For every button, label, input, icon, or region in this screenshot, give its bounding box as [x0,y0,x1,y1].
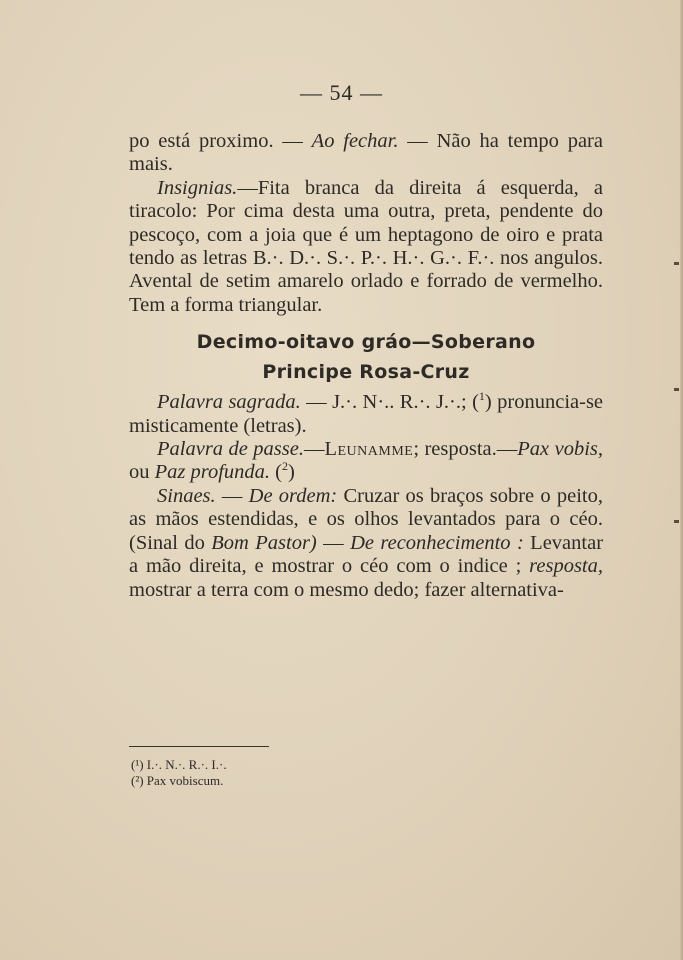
paragraph-insignias [129,177,603,317]
text-run: — [316,531,351,554]
italic-run: resposta, [529,555,603,578]
footnote-rule [129,746,269,747]
italic-run: Insignias. [157,176,238,199]
footnote-ref: 2 [282,459,288,474]
italic-run: Bom Pastor) [211,531,317,554]
italic-run: Palavra sagrada. [157,391,301,414]
italic-run: Palavra de passe. [157,438,304,461]
text-run: — Não ha tempo para mais. [129,130,603,176]
body-text [129,130,603,602]
italic-run: Pax vobis, [517,438,603,461]
text-run: Cruzar os braços sobre o peito, as mãos estendidas, e os olhos levantados para o céo. (Sinal do [129,484,604,554]
text-run: po está proximo. — [129,130,312,152]
smallcaps-run: Leunamme [324,438,414,461]
footnote-2: (²) Pax vobiscum. [131,773,224,788]
edge-blemish [674,388,679,391]
text-run: — J.·. N·.. R.·. J.·.; ( [300,391,479,414]
footnote-1: (¹) I.·. N.·. R.·. I.·. [131,757,227,772]
text-run: Levantar a mão direita, e mostrar o céo com o indice ; [129,531,604,578]
text-run: — [215,484,249,507]
text-run: ( [270,461,282,484]
paragraph-continuation [129,130,603,177]
edge-blemish [674,262,679,265]
italic-run: Paz profunda. [154,461,271,484]
heading-line-1: Decimo-oitavo gráo—Soberano [196,331,536,354]
text-run: —Fita branca da direita á esquerda, a tiracolo: Por cima desta uma outra, preta, pendente do pescoço, com a joia que é um heptagono de oiro e prata tendo as letras B.·. D.·. S.·. P.·. H.·. G.·. F.·. nos angulos. Avental de setim amarelo orlado e forrado de vermelho. Tem a forma triangular. [129,176,603,316]
footnote-ref: 1 [478,389,485,404]
edge-blemish [674,520,679,523]
paragraph-palavra-passe [129,438,603,485]
section-heading [129,327,603,387]
text-run: ) pronuncia-se misticamente (letras). [129,391,604,437]
text-run: ; resposta.— [413,438,518,461]
paragraph-sinaes [129,485,603,602]
italic-run: De reconhecimento : [350,531,524,554]
paragraph-palavra-sagrada [129,391,603,438]
footnotes [131,757,431,789]
italic-run: De ordem: [248,484,338,507]
text-run: — [303,438,325,461]
page-number: — 54 — [300,80,383,105]
text-run: ou [129,461,155,484]
heading-line-2: Principe Rosa-Cruz [262,361,470,384]
text-run: ) [288,461,295,484]
text-run: mostrar a terra com o mesmo dedo; fazer alternativa- [129,578,564,601]
italic-run: Ao fechar. [311,130,399,152]
italic-run: Sinaes. [157,484,216,507]
